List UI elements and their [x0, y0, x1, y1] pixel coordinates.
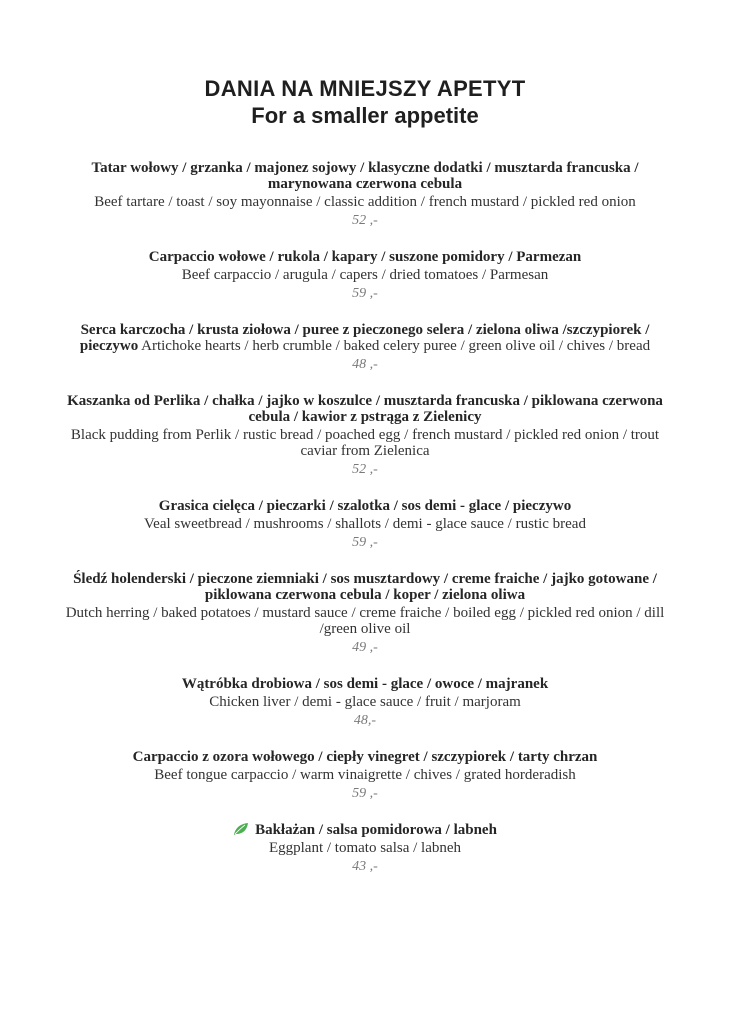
- menu-item-name-en: Beef tongue carpaccio / warm vinaigrette / chives / grated horderadish: [154, 767, 576, 783]
- menu-header: [0, 76, 730, 129]
- menu-item-name-en: Dutch herring / baked potatoes / mustard sauce / creme fraiche / boiled egg / pickled red onion / dill /green olive oil: [65, 605, 665, 637]
- leaf-icon: [233, 822, 249, 836]
- menu-items-list: [55, 160, 675, 895]
- menu-item-name-en: Artichoke hearts / herb crumble / baked celery puree / green olive oil / chives / bread: [141, 338, 651, 354]
- menu-item: [55, 498, 675, 551]
- menu-item: [55, 160, 675, 229]
- menu-item: [55, 571, 675, 656]
- menu-item-name-pl: Carpaccio wołowe / rukola / kapary / suszone pomidory / Parmezan: [148, 249, 582, 265]
- menu-item: [55, 249, 675, 302]
- menu-item-price: 49 ,-: [352, 640, 378, 655]
- menu-item-name-en: Veal sweetbread / mushrooms / shallots / demi - glace sauce / rustic bread: [144, 516, 586, 532]
- menu-item-name-pl: Tatar wołowy / grzanka / majonez sojowy / klasyczne dodatki / musztarda francuska / marynowana czerwona cebula: [91, 160, 639, 192]
- menu-item-price: 59 ,-: [352, 786, 378, 801]
- menu-item-vegetarian: [55, 822, 675, 875]
- menu-item-name-en: Beef tartare / toast / soy mayonnaise / classic addition / french mustard / pickled red onion: [94, 194, 636, 210]
- menu-item-name-pl: Kaszanka od Perlika / chałka / jajko w koszulce / musztarda francuska / piklowana czerwona cebula / kawior z pstrąga z Zielenicy: [67, 393, 663, 425]
- menu-item-name-pl: Carpaccio z ozora wołowego / ciepły vinegret / szczypiorek / tarty chrzan: [132, 749, 598, 765]
- menu-item-name-en: Black pudding from Perlik / rustic bread / poached egg / french mustard / pickled red onion / trout caviar from Zielenica: [70, 427, 660, 459]
- menu-item-price: 59 ,-: [352, 535, 378, 550]
- menu-item: [55, 322, 675, 373]
- section-title-pl: DANIA NA MNIEJSZY APETYT: [204, 76, 526, 101]
- menu-item-price: 43 ,-: [352, 859, 378, 874]
- menu-item-price: 52 ,-: [352, 462, 378, 477]
- menu-item-name-pl: Wątróbka drobiowa / sos demi - glace / owoce / majranek: [181, 676, 549, 692]
- menu-item: [55, 676, 675, 729]
- section-title-en: For a smaller appetite: [251, 103, 479, 128]
- menu-item: [55, 749, 675, 802]
- menu-item-price: 52 ,-: [352, 213, 378, 228]
- menu-item-price: 48,-: [353, 713, 377, 728]
- menu-item-name-en: Eggplant / tomato salsa / labneh: [268, 840, 462, 856]
- menu-item-name-pl: Serca karczocha / krusta ziołowa / puree z pieczonego selera / zielona oliwa /szczypiorek / pieczywo: [79, 322, 650, 354]
- menu-item: [55, 393, 675, 478]
- menu-item-name-pl: Śledź holenderski / pieczone ziemniaki / sos musztardowy / creme fraiche / jajko gotowane / piklowana czerwona cebula / koper / zielona oliwa: [73, 571, 657, 603]
- menu-item-price: 59 ,-: [352, 286, 378, 301]
- menu-item-name-en: Beef carpaccio / arugula / capers / dried tomatoes / Parmesan: [181, 267, 549, 283]
- menu-item-price: 48 ,-: [352, 357, 378, 372]
- menu-item-name-en: Chicken liver / demi - glace sauce / fruit / marjoram: [209, 694, 521, 710]
- menu-item-name-pl: Bakłażan / salsa pomidorowa / labneh: [255, 822, 497, 838]
- menu-item-name-pl-row: [55, 822, 675, 838]
- menu-item-name-pl: Grasica cielęca / pieczarki / szalotka / sos demi - glace / pieczywo: [158, 498, 572, 514]
- menu-item-description: [55, 322, 675, 354]
